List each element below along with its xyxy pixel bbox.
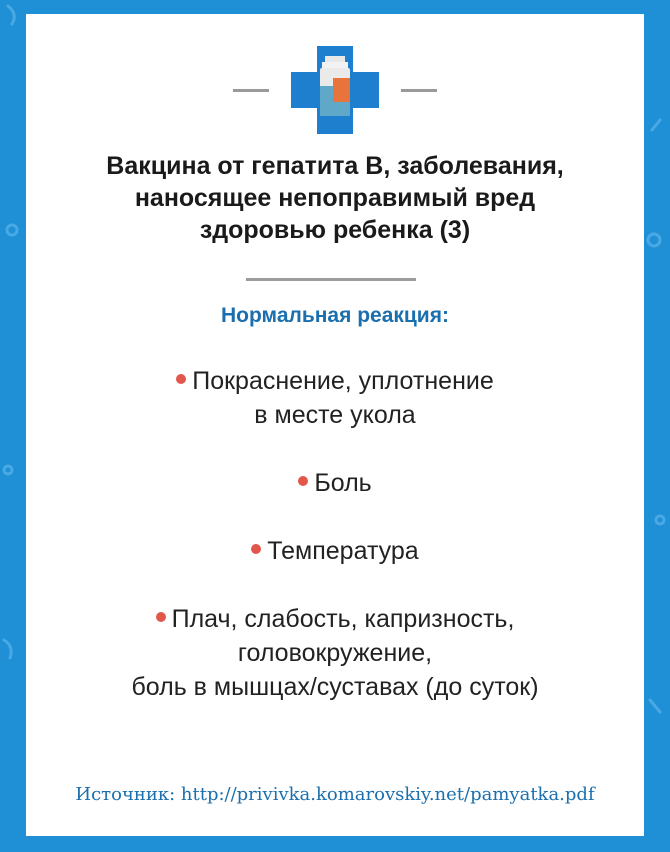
reaction-text: Покраснение, уплотнение в месте укола (192, 367, 494, 429)
reaction-item (66, 534, 604, 568)
bullet-dot-icon (251, 544, 261, 554)
medical-cross-vial-icon (287, 42, 383, 138)
reaction-item (66, 602, 604, 704)
reaction-text: Плач, слабость, капризность, головокружение, боль в мышцах/суставах (до суток) (131, 605, 539, 701)
bullet-dot-icon (156, 612, 166, 622)
reaction-text: Температура (267, 537, 419, 565)
reaction-item (66, 364, 604, 432)
page-title: Вакцина от гепатита В, заболевания, наносящее непоправимый вред здоровью ребенка (3) (106, 152, 564, 244)
bullet-dot-icon (298, 476, 308, 486)
logo-line-right (401, 89, 437, 92)
info-card (26, 14, 644, 836)
bullet-dot-icon (176, 374, 186, 384)
bottom-strip (0, 838, 670, 852)
source-link[interactable]: Источник: http://privivka.komarovskiy.net/pamyatka.pdf (75, 784, 595, 805)
reaction-text: Боль (314, 469, 372, 497)
section-heading: Нормальная реакция: (221, 304, 449, 327)
title-divider (246, 278, 416, 281)
logo-row (26, 40, 644, 140)
reaction-item (66, 466, 604, 500)
logo-line-left (233, 89, 269, 92)
